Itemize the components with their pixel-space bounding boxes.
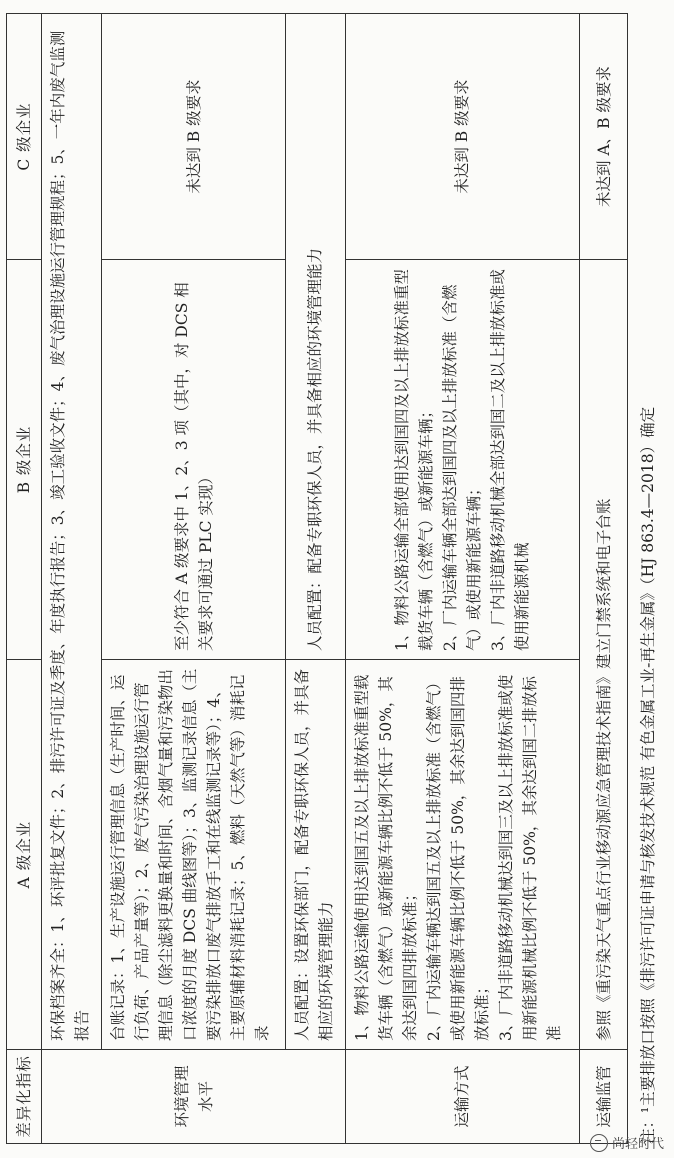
staff-b: 人员配置：配备专职环保人员，并具备相应的环境管理能力 <box>286 14 345 660</box>
watermark-text: 尚轻时代 <box>611 1137 664 1152</box>
transport-b <box>345 260 579 660</box>
supervision-label: 运输监管 <box>580 1050 628 1144</box>
transport-c: 未达到 B 级要求 <box>345 14 579 260</box>
ledger-c: 未达到 B 级要求 <box>101 14 285 260</box>
header-a: A 级企业 <box>7 660 42 1050</box>
transport-b-item: 1、物料公路运输全部使用达到国四及以上排放标准重型载货车辆（含燃气）或新能源车辆； <box>393 269 436 651</box>
transport-row <box>345 14 579 1144</box>
header-indicator: 差异化指标 <box>7 1050 42 1144</box>
files-row <box>42 14 101 1144</box>
env-label: 环境管理水平 <box>172 1065 215 1128</box>
transport-a <box>345 660 579 1050</box>
staff-row <box>286 14 345 1144</box>
supervision-c: 未达到 A、B 级要求 <box>580 14 628 260</box>
transport-a-item: 3、厂内非道路移动机械达到国三及以上排放标准或使用新能源机械比例不低于 50%，其余达到国二排放标准 <box>496 674 563 1041</box>
header-c: C 级企业 <box>7 14 42 260</box>
transport-a-item: 1、物料公路运输使用达到国五及以上排放标准重型载货车辆（含燃气）或新能源车辆比例不低于 50%，其余达到国四排放标准； <box>352 674 419 1041</box>
transport-b-item: 3、厂内非道路移动机械全部达到国二及以上排放标准或使用新能源机械 <box>489 269 532 651</box>
wechat-icon <box>590 1134 608 1152</box>
staff-a: 人员配置：设置环保部门，配备专职环保人员，并具备相应的环境管理能力 <box>286 660 345 1050</box>
ledger-b: 至少符合 A 级要求中 1、2、3 项（其中，对 DCS 相关要求可通过 PLC 实现） <box>101 260 285 660</box>
env-label-cell <box>42 1050 345 1144</box>
supervision-ab: 参照《重污染天气重点行业移动源应急管理技术指南》建立门禁系统和电子台账 <box>580 260 628 1050</box>
header-b: B 级企业 <box>7 260 42 660</box>
differentiation-table <box>6 13 628 1144</box>
ledger-row <box>101 14 285 1144</box>
transport-b-item: 2、厂内运输车辆全部达到国四及以上排放标准（含燃气）或使用新能源车辆； <box>441 284 484 651</box>
watermark <box>590 1133 664 1152</box>
files-text: 环保档案齐全：1、环评批复文件；2、排污许可证及季度、年度执行报告；3、竣工验收文件；4、废气治理设施运行管理规程；5、一年内废气监测报告 <box>42 14 101 1050</box>
ledger-a: 台账记录：1、生产设施运行管理信息（生产时间、运行负荷、产品产量等）；2、废气污染治理设施运行管理信息（除尘滤料更换量和时间、含烟气量和污染物出口浓度的月度 DCS 曲线图等）；3、监测记录信息（主要污染排放口废气排放手工和在线监测记录等）；4、主要原辅材料消耗记录；5、燃料（天然气等）消耗记录 <box>101 660 285 1050</box>
supervision-row <box>580 14 628 1144</box>
header-row <box>7 14 42 1144</box>
transport-a-item: 2、厂内运输车辆达到国五及以上排放标准（含燃气）或使用新能源车辆比例不低于 50%，其余达到国四排放标准； <box>424 674 491 1041</box>
table-footnote: 注：¹主要排放口按照《排污许可证申请与核发技术规范 有色金属工业-再生金属》（HJ 863.4—2018）确定 <box>639 406 657 1144</box>
transport-label: 运输方式 <box>345 1050 579 1144</box>
